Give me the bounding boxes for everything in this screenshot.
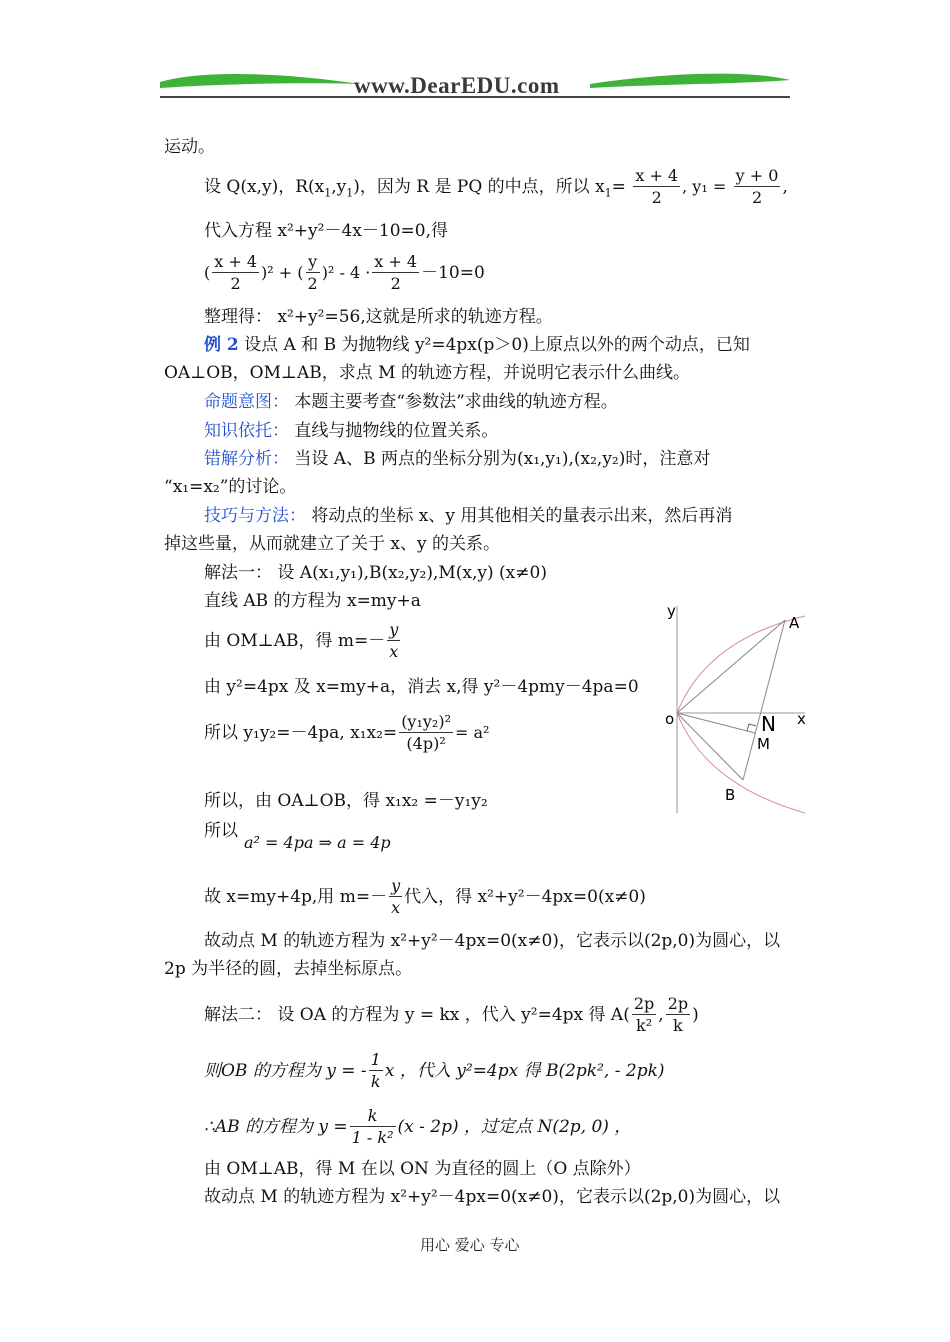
text-line: 2p 为半径的圆，去掉坐标原点。 (164, 959, 413, 979)
line-OB (677, 713, 743, 780)
example-title: 例 2 设点 A 和 B 为抛物线 y²=4px(p＞0)上原点以外的两个动点，已知 (204, 335, 750, 355)
text-line: 由 y²=4px 及 x=my+a，消去 x,得 y²－4pmy－4pa=0 (204, 677, 639, 697)
fraction: $\frac{y + 0}{2}$ (735, 166, 779, 207)
text-line: 所以 y₁y₂=－4pa, x₁x₂= $\frac{\text{(y₁y₂)²}}{\text{(4p)²}}$ = a² (204, 712, 490, 753)
text-line: 故动点 M 的轨迹方程为 x²+y²－4px=0(x≠0)，它表示以(2p,0)为圆心，以 (204, 1187, 781, 1207)
line-AB (743, 620, 785, 780)
leaf-logo-right-icon (590, 68, 790, 98)
equation: a² = 4pa ⇒ a = 4p (244, 833, 391, 852)
text-line: 解法二： 设 OA 的方程为 y = kx ，代入 y²=4px 得 A( $\frac{2p}{\text{k²}}$ , $\frac{2p}{k}$ ) (204, 994, 699, 1035)
text-line: ∴AB 的方程为 y = $\frac{k}{\text{1 - k²}}$ (x - 2p) ，过定点 N(2p, 0) ， (204, 1106, 632, 1147)
text-line: 代入方程 x²+y²－4x－10=0,得 (204, 221, 448, 241)
line-OA (677, 620, 785, 713)
text-line: 直线 AB 的方程为 x=my+a (204, 591, 421, 611)
text-line: 由 OM⊥AB，得 m=－ $\frac{y}{x}$ (204, 620, 399, 661)
text-line: 技巧与方法： 将动点的坐标 x、y 用其他相关的量表示出来，然后再消 (204, 506, 733, 526)
text-line: 整理得： x²+y²=56,这就是所求的轨迹方程。 (204, 307, 553, 327)
parabola-curve (677, 616, 805, 813)
label-o: o (665, 710, 675, 728)
label-M: M (757, 735, 770, 753)
header (160, 68, 790, 104)
label-A: A (789, 614, 800, 632)
text-line: 故 x=my+4p,用 m=－ $\frac{y}{x}$ 代入，得 x²+y²－4px=0(x≠0) (204, 876, 646, 917)
text-line: 则OB 的方程为 y = - $\frac{1}{k}$ x ，代入 y²=4px 得 B(2pk², - 2pk) (204, 1050, 665, 1091)
equation-line: ( $\frac{x + 4}{2}$ )² + ( $\frac{y}{2}$ )² - 4 · $\frac{x + 4}{2}$ －10=0 (204, 252, 485, 293)
site-url[interactable]: www.DearEDU.com (354, 73, 560, 98)
text-line: 所以 (204, 821, 238, 841)
text-line: 错解分析： 当设 A、B 两点的坐标分别为(x₁,y₁),(x₂,y₂)时，注意对 (204, 449, 711, 469)
label-y: y (667, 602, 676, 620)
right-angle-mark (747, 724, 756, 731)
midpoint-line: 设 Q(x,y)，$R(x_1,y_1)$，因为 R 是 PQ 的中点，所以 $x_1=$ $\frac{x + 4}{2}$ , y₁ = $\frac{y + 0}{2}$ , (204, 166, 788, 207)
label-x: x (797, 710, 806, 728)
text-line: OA⊥OB，OM⊥AB，求点 M 的轨迹方程，并说明它表示什么曲线。 (164, 363, 690, 383)
parabola-figure (655, 598, 815, 818)
label-N: N (761, 712, 776, 736)
text-line: 运动。 (164, 137, 215, 157)
text-line: 掉这些量，从而就建立了关于 x、y 的关系。 (164, 534, 500, 554)
text-line: “x₁=x₂”的讨论。 (164, 477, 297, 497)
leaf-logo-left-icon (160, 68, 360, 98)
footer-text: 用心 爱心 专心 (420, 1236, 520, 1254)
header-rule (160, 96, 790, 98)
text-line: 所以，由 OA⊥OB，得 x₁x₂ =－y₁y₂ (204, 791, 488, 811)
text-line: 命题意图： 本题主要考查“参数法”求曲线的轨迹方程。 (204, 392, 618, 412)
text-line: 由 OM⊥AB，得 M 在以 ON 为直径的圆上（O 点除外） (204, 1159, 641, 1179)
text-line: 解法一： 设 A(x₁,y₁),B(x₂,y₂),M(x,y) (x≠0) (204, 563, 547, 583)
label-B: B (725, 786, 736, 804)
fraction: $\frac{x + 4}{2}$ (635, 166, 679, 207)
text-line: 故动点 M 的轨迹方程为 x²+y²－4px=0(x≠0)，它表示以(2p,0)为圆心，以 (204, 931, 781, 951)
line-OM (677, 713, 755, 733)
text-line: 知识依托： 直线与抛物线的位置关系。 (204, 421, 499, 441)
